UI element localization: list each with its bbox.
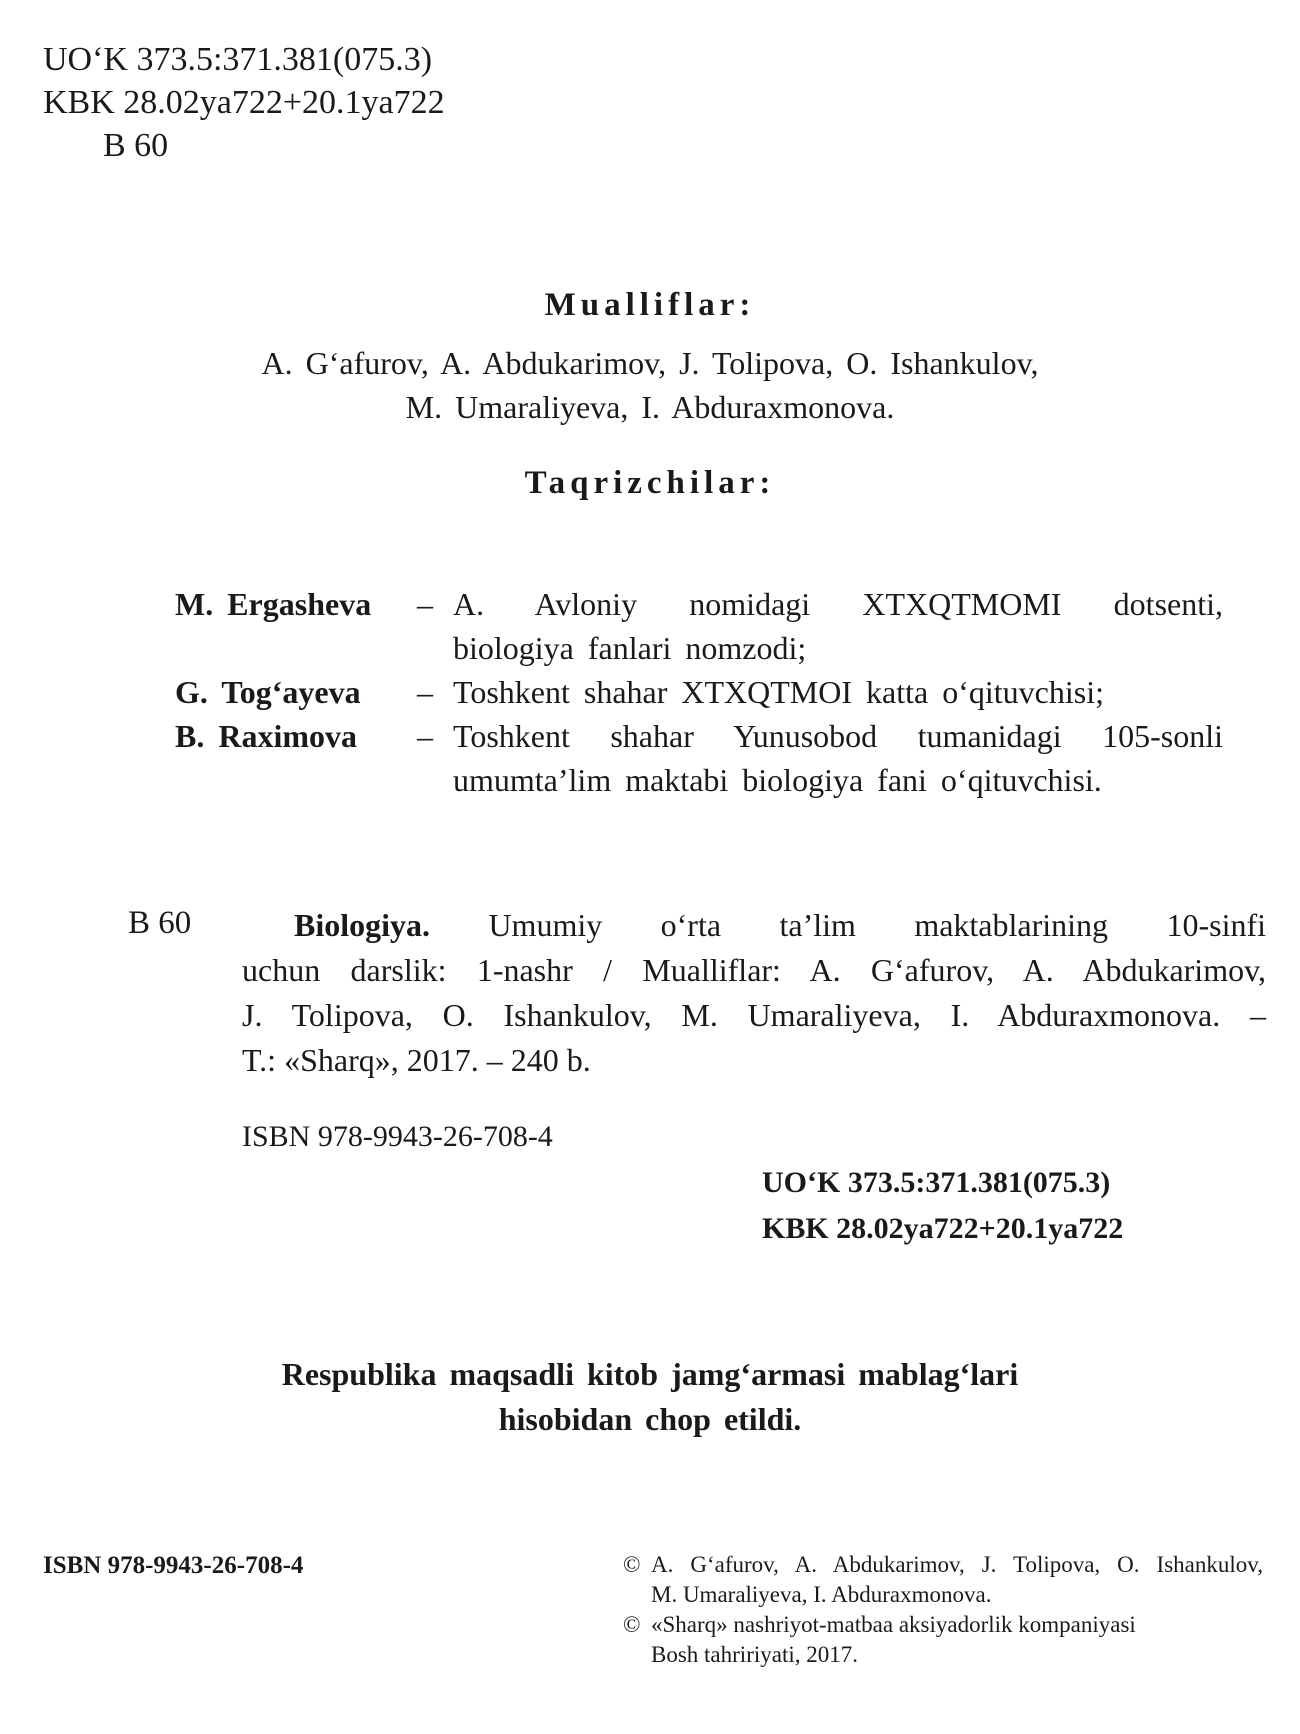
copyright-text: M. Umaraliyeva, I. Abduraxmonova. — [651, 1582, 992, 1607]
author-sign: B 60 — [103, 127, 169, 164]
reviewer-dash: – — [417, 586, 433, 622]
authors-line-1: A. G‘afurov, A. Abdukarimov, J. Tolipova, O. Ishankulov, — [261, 345, 1039, 381]
copyright-publisher — [623, 1610, 1263, 1640]
reviewers-table — [175, 582, 1223, 802]
reviewer-desc-line: Toshkent shahar Yunusobod tumanidagi 105-sonli — [453, 718, 1223, 754]
kbk-code: KBK 28.02ya722+20.1ya722 — [43, 84, 445, 121]
bib-line-4: T.: «Sharq», 2017. – 240 b. — [242, 1042, 591, 1078]
bib-line-1-rest: Umumiy o‘rta ta’lim maktablarining 10-sinfi — [488, 907, 1266, 943]
authors-line-2: M. Umaraliyeva, I. Abduraxmonova. — [405, 389, 895, 425]
copyright-text: Bosh tahririyati, 2017. — [651, 1642, 858, 1667]
isbn-line: ISBN 978-9943-26-708-4 — [242, 1120, 553, 1153]
reviewer-desc-line: umumta’lim maktabi biologiya fani o‘qituvchisi. — [453, 762, 1102, 798]
fund-note — [0, 1352, 1300, 1442]
reviewer-description — [453, 582, 1223, 670]
copyright-authors-cont — [623, 1580, 1263, 1610]
copyright-text: «Sharq» nashriyot-matbaa aksiyadorlik kompaniyasi — [651, 1612, 1136, 1637]
authors-list — [0, 341, 1300, 429]
copyright-icon: © — [623, 1612, 641, 1637]
book-title: Biologiya. — [294, 907, 431, 943]
fund-note-line-2: hisobidan chop etildi. — [498, 1401, 802, 1437]
reviewer-row — [175, 582, 1223, 670]
copyright-text: A. G‘afurov, A. Abdukarimov, J. Tolipova, O. Ishankulov, — [651, 1552, 1263, 1577]
authors-heading: Mualliflar: — [544, 287, 756, 323]
reviewer-description — [453, 714, 1223, 802]
footer-isbn: ISBN 978-9943-26-708-4 — [43, 1552, 304, 1579]
bib-line-2: uchun darslik: 1-nashr / Mualliflar: A. G‘afurov, A. Abdukarimov, — [242, 952, 1266, 988]
copyright-authors — [623, 1550, 1263, 1580]
reviewer-row — [175, 714, 1223, 802]
bibliographic-description — [242, 903, 1266, 1083]
copyright-publisher-cont — [623, 1640, 1263, 1670]
udk-code: UO‘K 373.5:371.381(075.3) — [43, 41, 433, 78]
copyright-block — [623, 1550, 1263, 1670]
reviewer-dash: – — [417, 718, 433, 754]
reviewer-description — [453, 670, 1223, 714]
reviewer-desc-line: biologiya fanlari nomzodi; — [453, 630, 807, 666]
reviewer-name: G. Tog‘ayeva — [175, 674, 361, 710]
reviewer-desc-line: Toshkent shahar XTXQTMOI katta o‘qituvchisi; — [453, 674, 1104, 710]
kbk-code-bold: KBK 28.02ya722+20.1ya722 — [762, 1212, 1124, 1245]
reviewer-row — [175, 670, 1223, 714]
bibliographic-code: B 60 — [128, 905, 192, 941]
fund-note-line-1: Respublika maqsadli kitob jamg‘armasi mablag‘lari — [281, 1356, 1019, 1392]
bib-line-3: J. Tolipova, O. Ishankulov, M. Umaraliyeva, I. Abduraxmonova. – — [242, 997, 1266, 1033]
reviewers-heading: Taqrizchilar: — [524, 465, 776, 501]
reviewer-name: B. Raximova — [175, 718, 357, 754]
bib-line-1 — [242, 903, 1266, 948]
copyright-icon: © — [623, 1552, 641, 1577]
bibliographic-codes — [762, 1160, 1123, 1252]
udk-code-bold: UO‘K 373.5:371.381(075.3) — [762, 1166, 1111, 1199]
reviewer-desc-line: A. Avloniy nomidagi XTXQTMOMI dotsenti, — [453, 586, 1223, 622]
reviewer-name: M. Ergasheva — [175, 586, 372, 622]
reviewer-dash: – — [417, 674, 433, 710]
top-classification-codes — [43, 38, 445, 167]
